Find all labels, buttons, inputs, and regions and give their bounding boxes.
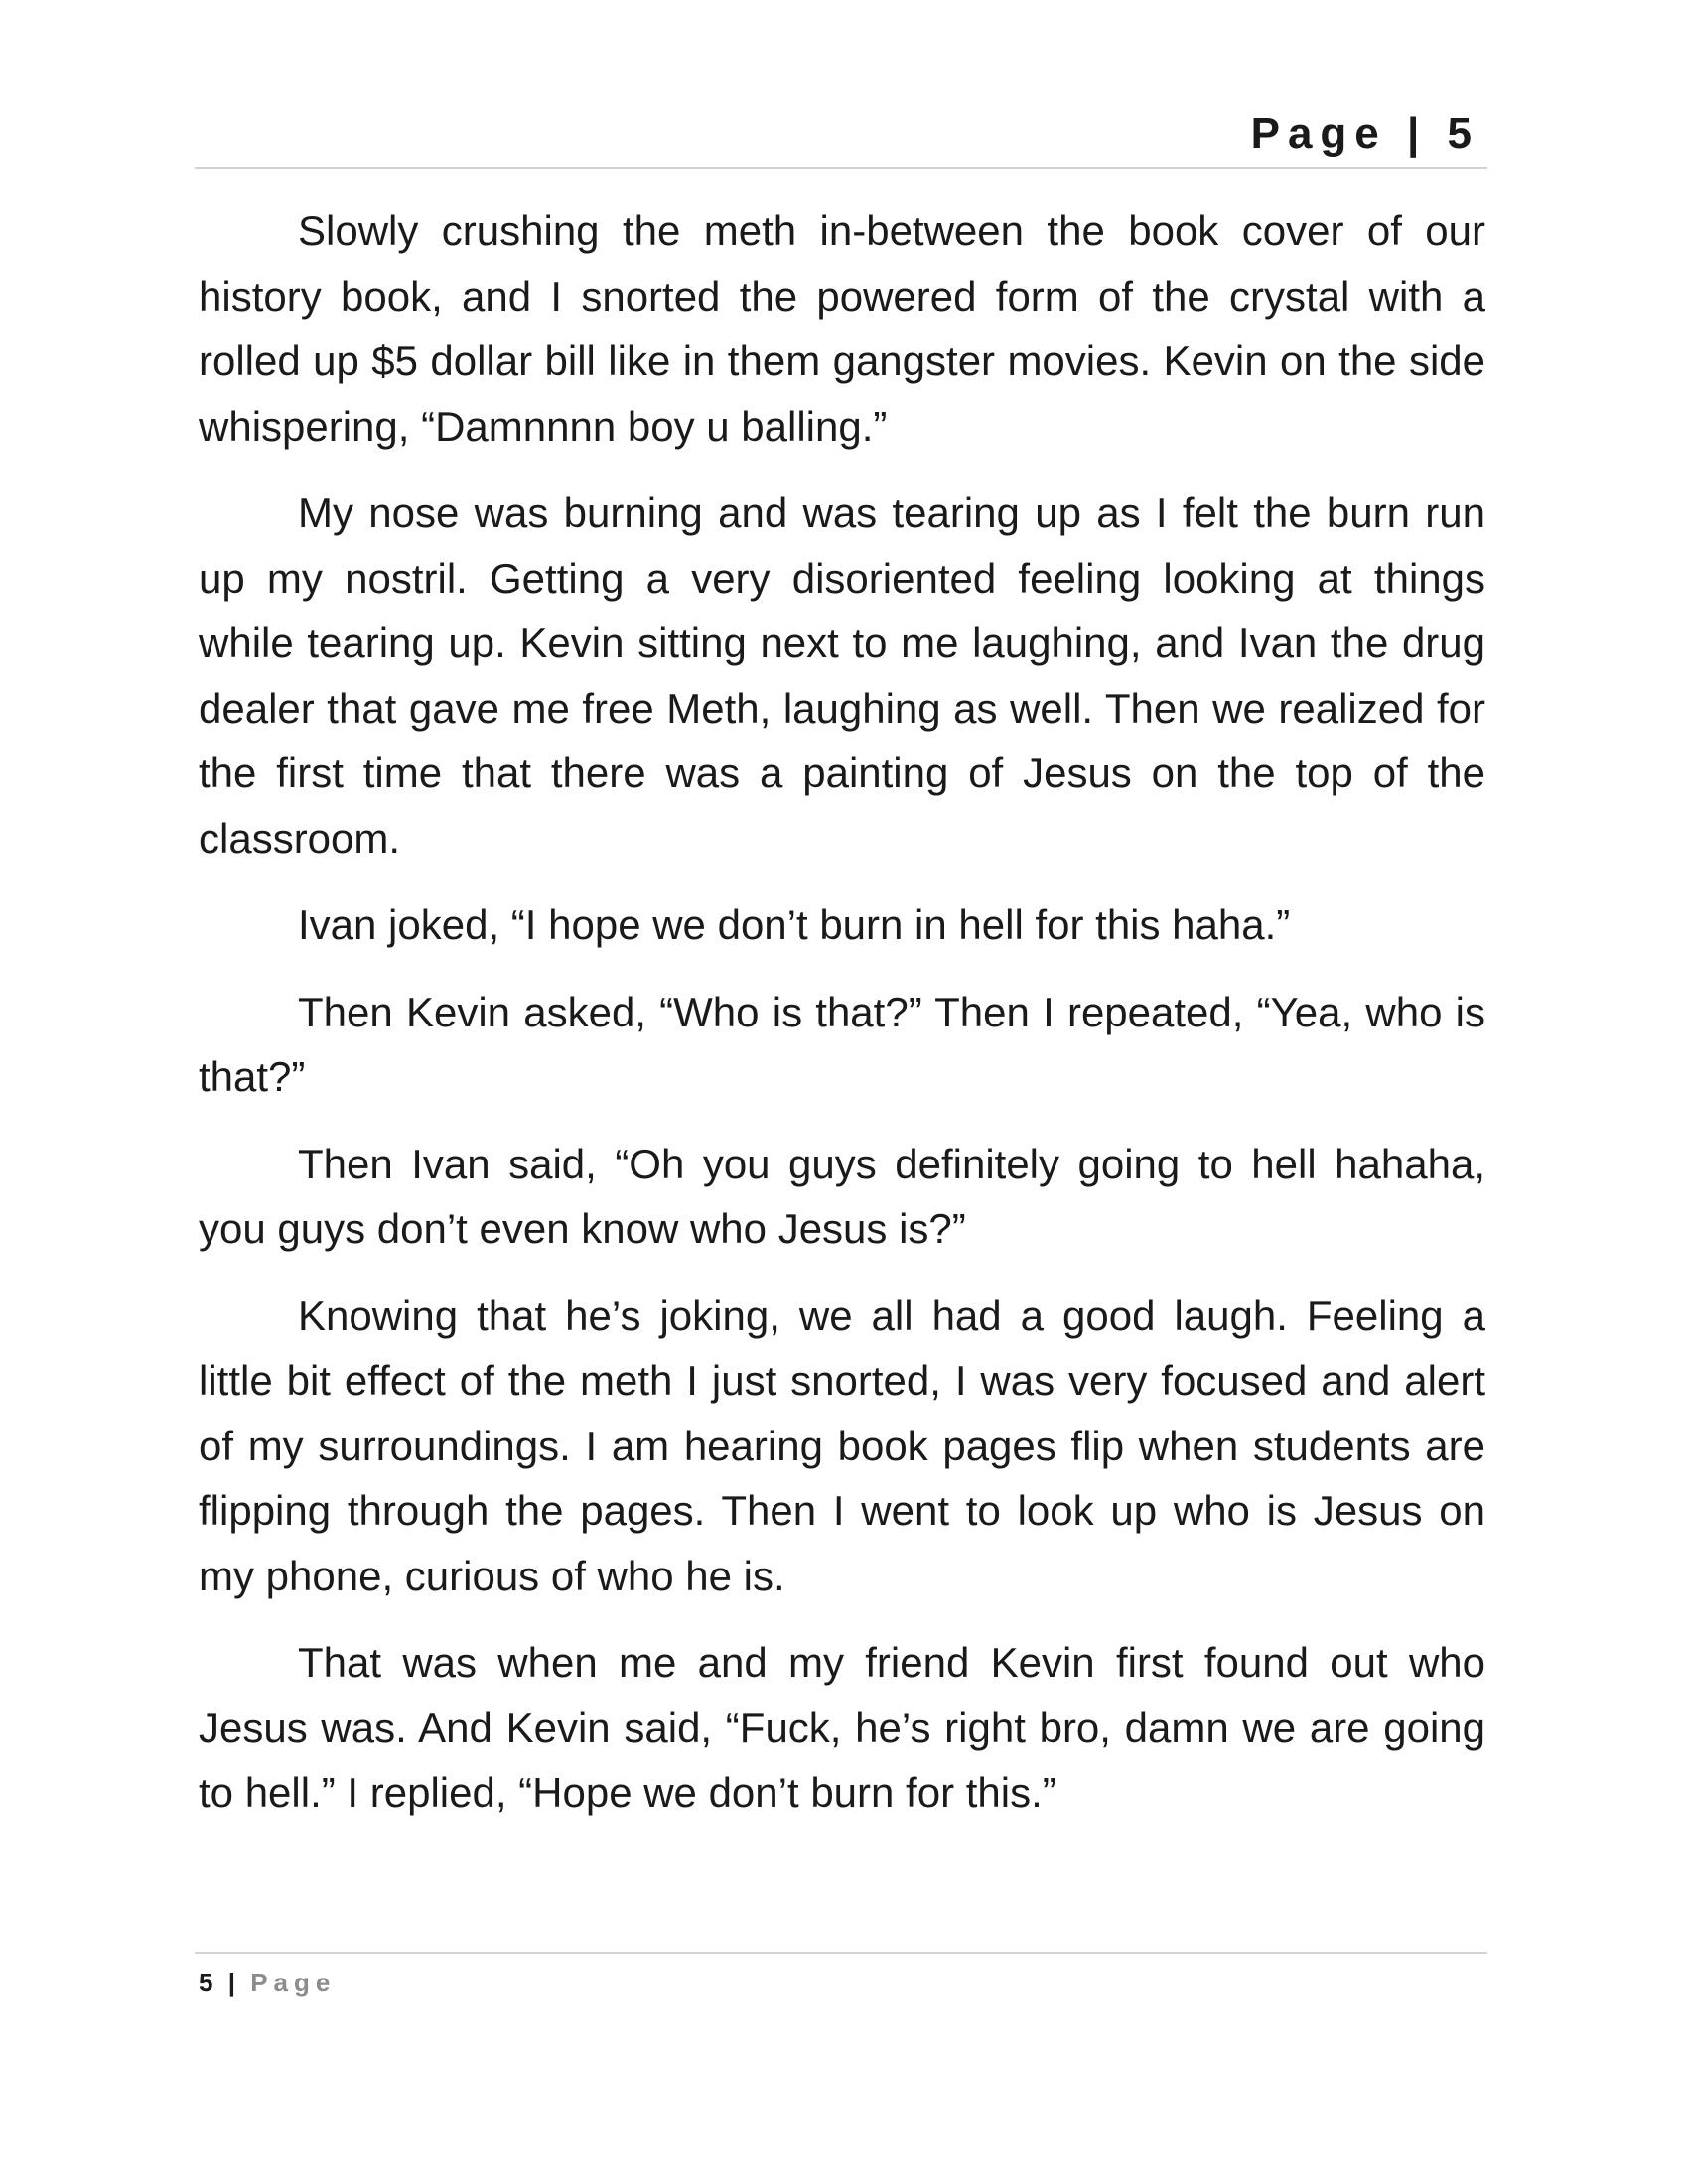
page-footer (195, 1952, 1487, 1997)
paragraph: Ivan joked, “I hope we don’t burn in hell for this haha.” (298, 901, 1291, 948)
paragraph: Knowing that he’s joking, we all had a good laugh. Feeling a little bit effect of the meth I just snorted, I was very focused and alert of my surroundings. I am hearing book pages flip when students are flipping through the pages. Then I went to look up who is Jesus on my phone, curious of who he is. (199, 1292, 1485, 1599)
paragraph: My nose was burning and was tearing up as I felt the burn run up my nostril. Getting a very disoriented feeling looking at things while tearing up. Kevin sitting next to me laughing, and Ivan the drug dealer that gave me free Meth, laughing as well. Then we realized for the first time that there was a painting of Jesus on the top of the classroom. (199, 489, 1485, 862)
footer-separator: | (227, 1968, 239, 1997)
footer-page-label: Page (250, 1968, 337, 1997)
document-body (199, 199, 1485, 1847)
footer-page-number (199, 1968, 336, 1998)
paragraph: Slowly crushing the meth in-between the book cover of our history book, and I snorted the powered form of the crystal with a rolled up $5 dollar bill like in them gangster movies. Kevin on the side whispering, “Damnnnn boy u balling.” (199, 207, 1485, 450)
page-header (195, 103, 1487, 169)
paragraph: Then Ivan said, “Oh you guys definitely going to hell hahaha, you guys don’t even know who Jesus is?” (199, 1140, 1485, 1252)
paragraph: That was when me and my friend Kevin first found out who Jesus was. And Kevin said, “Fuck, he’s right bro, damn we are going to hell.” I replied, “Hope we don’t burn for this.” (199, 1639, 1485, 1816)
header-page-number: Page | 5 (1250, 109, 1479, 158)
footer-number: 5 (199, 1968, 217, 1997)
paragraph: Then Kevin asked, “Who is that?” Then I repeated, “Yea, who is that?” (199, 988, 1485, 1100)
